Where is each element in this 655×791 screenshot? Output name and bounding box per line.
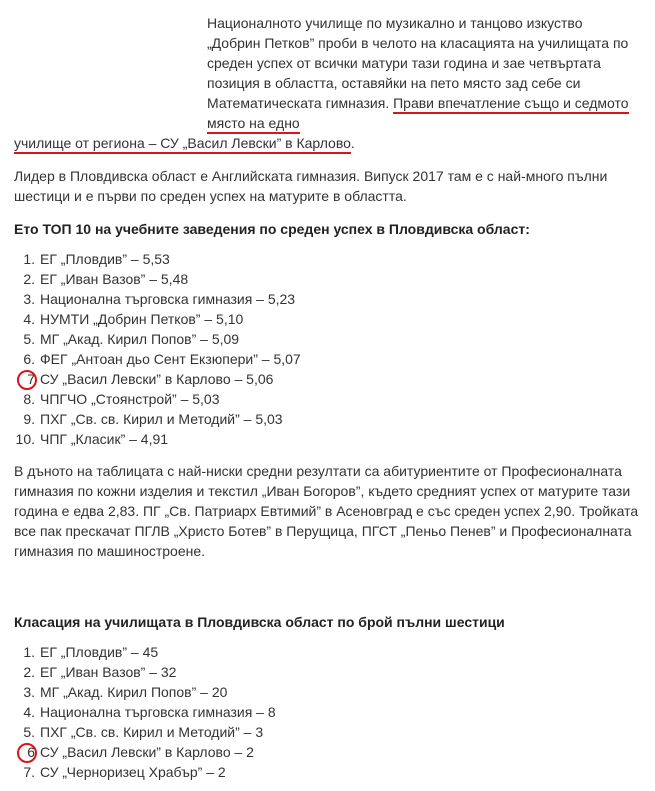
- highlight-line-2: училище от региона – СУ „Васил Левски” в Карлово: [14, 135, 351, 154]
- list-item: [14, 389, 301, 409]
- list-item: [14, 409, 301, 429]
- list-item-highlighted: [14, 742, 276, 762]
- list-item: [14, 289, 301, 309]
- leader-paragraph: Лидер в Пловдивска област е Английската гимназия. Випуск 2017 там е с най-много пълни шестици и е първи по среден успех на матурите в областта.: [14, 168, 608, 204]
- item-text: ЕГ „Иван Вазов” – 5,48: [40, 271, 189, 287]
- item-text: ПХГ „Св. св. Кирил и Методий” – 3: [40, 724, 264, 740]
- item-number: 5.: [23, 331, 35, 347]
- intro-text: Националното училище по музикално и танцово изкуство „Добрин Петков” проби в челото на класацията на училищата по среден успех от всички матури тази година и зае четвъртата позиция в областта, оставяйки на пето място зад себе си Математическата гимназия.: [207, 15, 629, 111]
- list-item: [14, 429, 301, 449]
- item-text: СУ „Черноризец Храбър” – 2: [40, 764, 226, 780]
- item-number: 2.: [23, 664, 35, 680]
- list-item: [14, 722, 276, 742]
- item-text: НУМТИ „Добрин Петков” – 5,10: [40, 311, 244, 327]
- item-number: 4.: [23, 704, 35, 720]
- list-item: [14, 349, 301, 369]
- list-item: [14, 309, 301, 329]
- item-number: 6.: [23, 351, 35, 367]
- item-number: 7.: [23, 764, 35, 780]
- list-item: [14, 329, 301, 349]
- item-text: СУ „Васил Левски” в Карлово – 5,06: [40, 371, 274, 387]
- list-item-highlighted: [14, 369, 301, 389]
- item-number: 4.: [23, 311, 35, 327]
- highlight-end: .: [350, 135, 355, 151]
- sixes-heading: Класация на училищата в Пловдивска област по брой пълни шестици: [14, 614, 505, 630]
- item-text: МГ „Акад. Кирил Попов” – 5,09: [40, 331, 240, 347]
- highlight-line-1: Прави впечатление също и седмото място на едно: [207, 95, 629, 134]
- item-number: 3.: [23, 291, 35, 307]
- item-text: ЧПГ „Класик” – 4,91: [40, 431, 169, 447]
- circled-item-number: 6: [14, 742, 35, 762]
- item-text: ПХГ „Св. св. Кирил и Методий” – 5,03: [40, 411, 283, 427]
- top10-heading: Ето ТОП 10 на учебните заведения по среден успех в Пловдивска област:: [14, 221, 530, 237]
- item-number: 8.: [23, 391, 35, 407]
- list-item: [14, 269, 301, 289]
- item-number: 5.: [23, 724, 35, 740]
- item-text: ЕГ „Пловдив” – 45: [40, 644, 159, 660]
- item-number: 2.: [23, 271, 35, 287]
- item-text: ФЕГ „Антоан дьо Сент Екзюпери” – 5,07: [40, 351, 301, 367]
- list-item: [14, 762, 276, 782]
- list-item: [14, 662, 276, 682]
- item-number: 1.: [23, 251, 35, 267]
- bottom-paragraph: В дъното на таблицата с най-ниски средни резултати са абитуриентите от Професионалната гимназия по кожни изделия и текстил „Иван Богоров”, където средният успех от матурите тази година е едва 2,83. ПГ „Св. Патриарх Евтимий” в Асеновград е със среден успех 2,90. Тройката все пак прескачат ПГЛВ „Христо Ботев” в Перущица, ПГСТ „Пеньо Пенев” и Професионалната гимназия по машиностроене.: [14, 463, 639, 559]
- list-item: [14, 249, 301, 269]
- sixes-list: [14, 642, 276, 782]
- item-text: СУ „Васил Левски” в Карлово – 2: [40, 744, 254, 760]
- item-number: 1.: [23, 644, 35, 660]
- item-text: Национална търговска гимназия – 5,23: [40, 291, 296, 307]
- intro-paragraph: [207, 13, 637, 133]
- item-text: ЕГ „Иван Вазов” – 32: [40, 664, 177, 680]
- circled-item-number: 7: [14, 369, 35, 389]
- list-item: [14, 642, 276, 662]
- item-text: ЧПГЧО „Стоянстрой” – 5,03: [40, 391, 220, 407]
- item-number: 9.: [23, 411, 35, 427]
- list-item: [14, 682, 276, 702]
- item-text: МГ „Акад. Кирил Попов” – 20: [40, 684, 228, 700]
- intro-tail: [14, 133, 355, 153]
- top10-list: [14, 249, 301, 449]
- item-number: 10.: [15, 431, 35, 447]
- item-text: ЕГ „Пловдив” – 5,53: [40, 251, 170, 267]
- item-number: 3.: [23, 684, 35, 700]
- list-item: [14, 702, 276, 722]
- item-text: Национална търговска гимназия – 8: [40, 704, 276, 720]
